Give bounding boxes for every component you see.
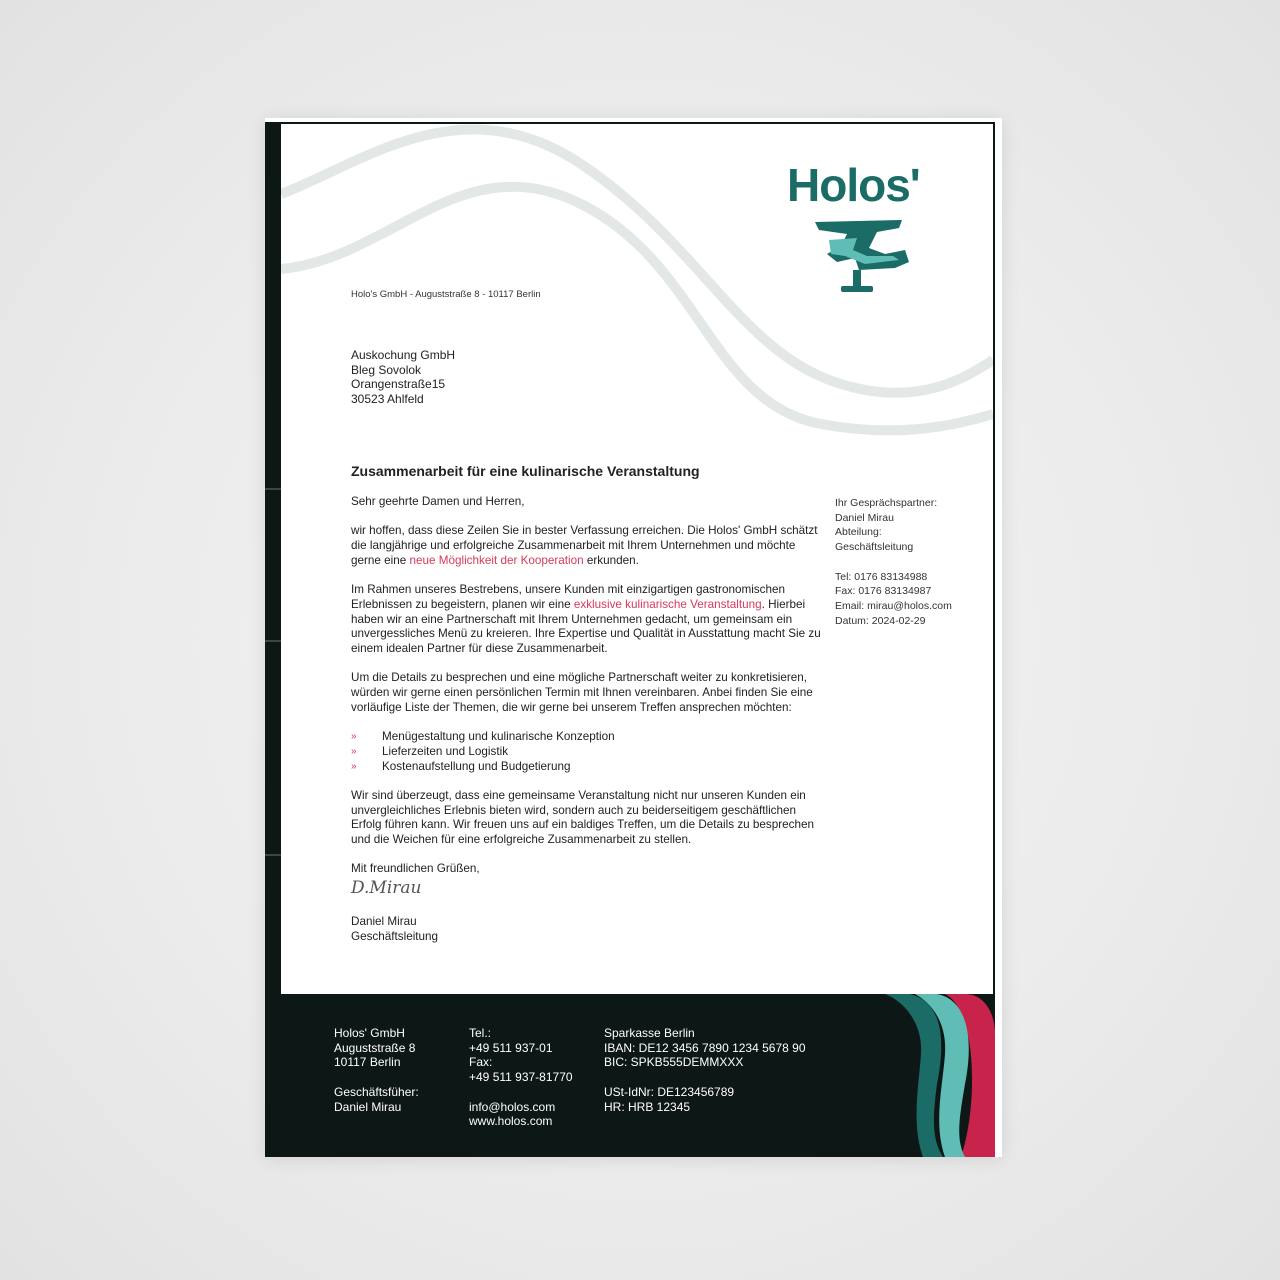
sender-return-address: Holo's GmbH - Auguststraße 8 - 10117 Berlin: [351, 289, 541, 300]
recipient-person: Bleg Sovolok: [351, 362, 422, 377]
department-label: Abteilung:: [835, 526, 882, 539]
logo-tree-icon: [807, 210, 917, 300]
footer-line: Holos' GmbH: [334, 1026, 405, 1040]
contact-name: Daniel Mirau: [835, 511, 894, 524]
salutation: Sehr geehrte Damen und Herren,: [351, 495, 525, 508]
contact-label: Ihr Gesprächspartner:: [835, 497, 938, 509]
letter-body: [351, 495, 821, 945]
footer-line: 10117 Berlin: [334, 1055, 401, 1070]
bullet-icon: »: [351, 760, 357, 772]
footer-line: USt-IdNr: DE123456789: [604, 1084, 735, 1099]
paragraph-4: Wir sind überzeugt, dass eine gemeinsame Veranstaltung nicht nur unseren Kunden ein unvergleichliches Erlebnis bieten wird, sondern auch zu beiderseitigem geschäftlichen Erfolg führen kann. Wir freuen uns auf ein baldiges Treffen, um die Details zu besprechen und die Weichen für eine erfolgreiche Zusammenarbeit zu stellen.: [351, 788, 815, 847]
paragraph-text: Im Rahmen unseres Bestrebens, unsere Kunden mit einzigartigen gastronomischen Erlebnissen zu begeistern, planen wir eine: [351, 583, 785, 611]
list-item: [351, 730, 821, 745]
list-item-text: Menügestaltung und kulinarische Konzeption: [382, 730, 615, 744]
bullet-icon: »: [351, 745, 357, 757]
footer-line: Auguststraße 8: [334, 1040, 416, 1055]
holos-logo: [785, 159, 955, 302]
list-item-text: Lieferzeiten und Logistik: [382, 744, 509, 758]
contact-email: Email: mirau@holos.com: [835, 599, 952, 612]
footer-bank-column: [604, 1026, 806, 1114]
topic-list: [351, 730, 821, 774]
signer-title: Geschäftsleitung: [351, 929, 439, 943]
paragraph-text: wir hoffen, dass diese Zeilen Sie in bester Verfassung erreichen. Die Holos' GmbH schätzt die langjährige und erfolgreiche Zusammenarbeit mit Ihrem Unternehmen und möchte gerne eine: [351, 524, 818, 567]
logo-wordmark: Holos': [787, 159, 920, 211]
handwritten-signature: D.Mirau: [351, 878, 422, 899]
highlight-text: exklusive kulinarische Veranstaltung: [573, 597, 762, 611]
footer-line: +49 511 937-81770: [469, 1070, 573, 1085]
footer-line: Sparkasse Berlin: [604, 1026, 695, 1040]
contact-phone: Tel: 0176 83134988: [835, 570, 928, 583]
footer-line: Daniel Mirau: [334, 1099, 402, 1114]
closing: Mit freundlichen Grüßen,: [351, 862, 480, 876]
paragraph-1: [351, 524, 821, 568]
bullet-icon: »: [351, 731, 357, 743]
letter-date: Datum: 2024-02-29: [835, 614, 926, 627]
fold-mark: [265, 488, 281, 490]
recipient-street: Orangenstraße15: [351, 377, 446, 392]
letter-footer: [265, 994, 995, 1157]
footer-line: HR: HRB 12345: [604, 1099, 691, 1114]
footer-company-column: [334, 1026, 419, 1114]
footer-line: BIC: SPKB555DEMMXXX: [604, 1055, 744, 1070]
footer-line: IBAN: DE12 3456 7890 1234 5678 90: [604, 1040, 806, 1055]
hole-mark: [265, 640, 281, 642]
fold-mark: [265, 854, 281, 856]
list-item: [351, 760, 821, 775]
list-item-text: Kostenaufstellung und Budgetierung: [382, 759, 571, 773]
recipient-city: 30523 Ahlfeld: [351, 392, 424, 407]
footer-line: www.holos.com: [469, 1114, 553, 1129]
footer-line: +49 511 937-01: [469, 1040, 553, 1055]
letter-sheet: [265, 118, 1002, 1157]
contact-block: [835, 496, 952, 628]
paragraph-2: [351, 583, 821, 657]
highlight-text: neue Möglichkeit der Kooperation: [409, 553, 584, 567]
signer-name: Daniel Mirau: [351, 915, 417, 929]
footer-swoosh-graphic: [815, 994, 995, 1157]
contact-fax: Fax: 0176 83134987: [835, 585, 932, 598]
letter-subject: Zusammenarbeit für eine kulinarische Veranstaltung: [351, 463, 700, 479]
paragraph-text: . Hierbei haben wir an eine Partnerschaft mit Ihrem Unternehmen gedacht, um gemeinsam ein unvergessliches Menü zu kreieren. Ihre Expertise und Qualität in Ausstattung macht Sie zu einem idealen Partner für diese Zusammenarbeit.: [351, 597, 821, 655]
list-item: [351, 745, 821, 760]
department-value: Geschäftsleitung: [835, 541, 914, 554]
paragraph-3: Um die Details zu besprechen und eine mögliche Partnerschaft weiter zu konkretisieren, würden wir gerne einen persönlichen Termin mit Ihnen vereinbaren. Anbei finden Sie eine vorläufige Liste der Themen, die wir gerne bei unserem Treffen ansprechen möchten:: [351, 671, 813, 714]
footer-line: info@holos.com: [469, 1099, 556, 1114]
footer-line: Fax:: [469, 1055, 493, 1070]
recipient-company: Auskochung GmbH: [351, 348, 456, 362]
recipient-address: [351, 348, 455, 407]
footer-line: Geschäftsfüher:: [334, 1084, 419, 1099]
paragraph-text: erkunden.: [583, 553, 639, 567]
footer-contact-column: [469, 1026, 573, 1129]
footer-line: Tel.:: [469, 1026, 492, 1040]
